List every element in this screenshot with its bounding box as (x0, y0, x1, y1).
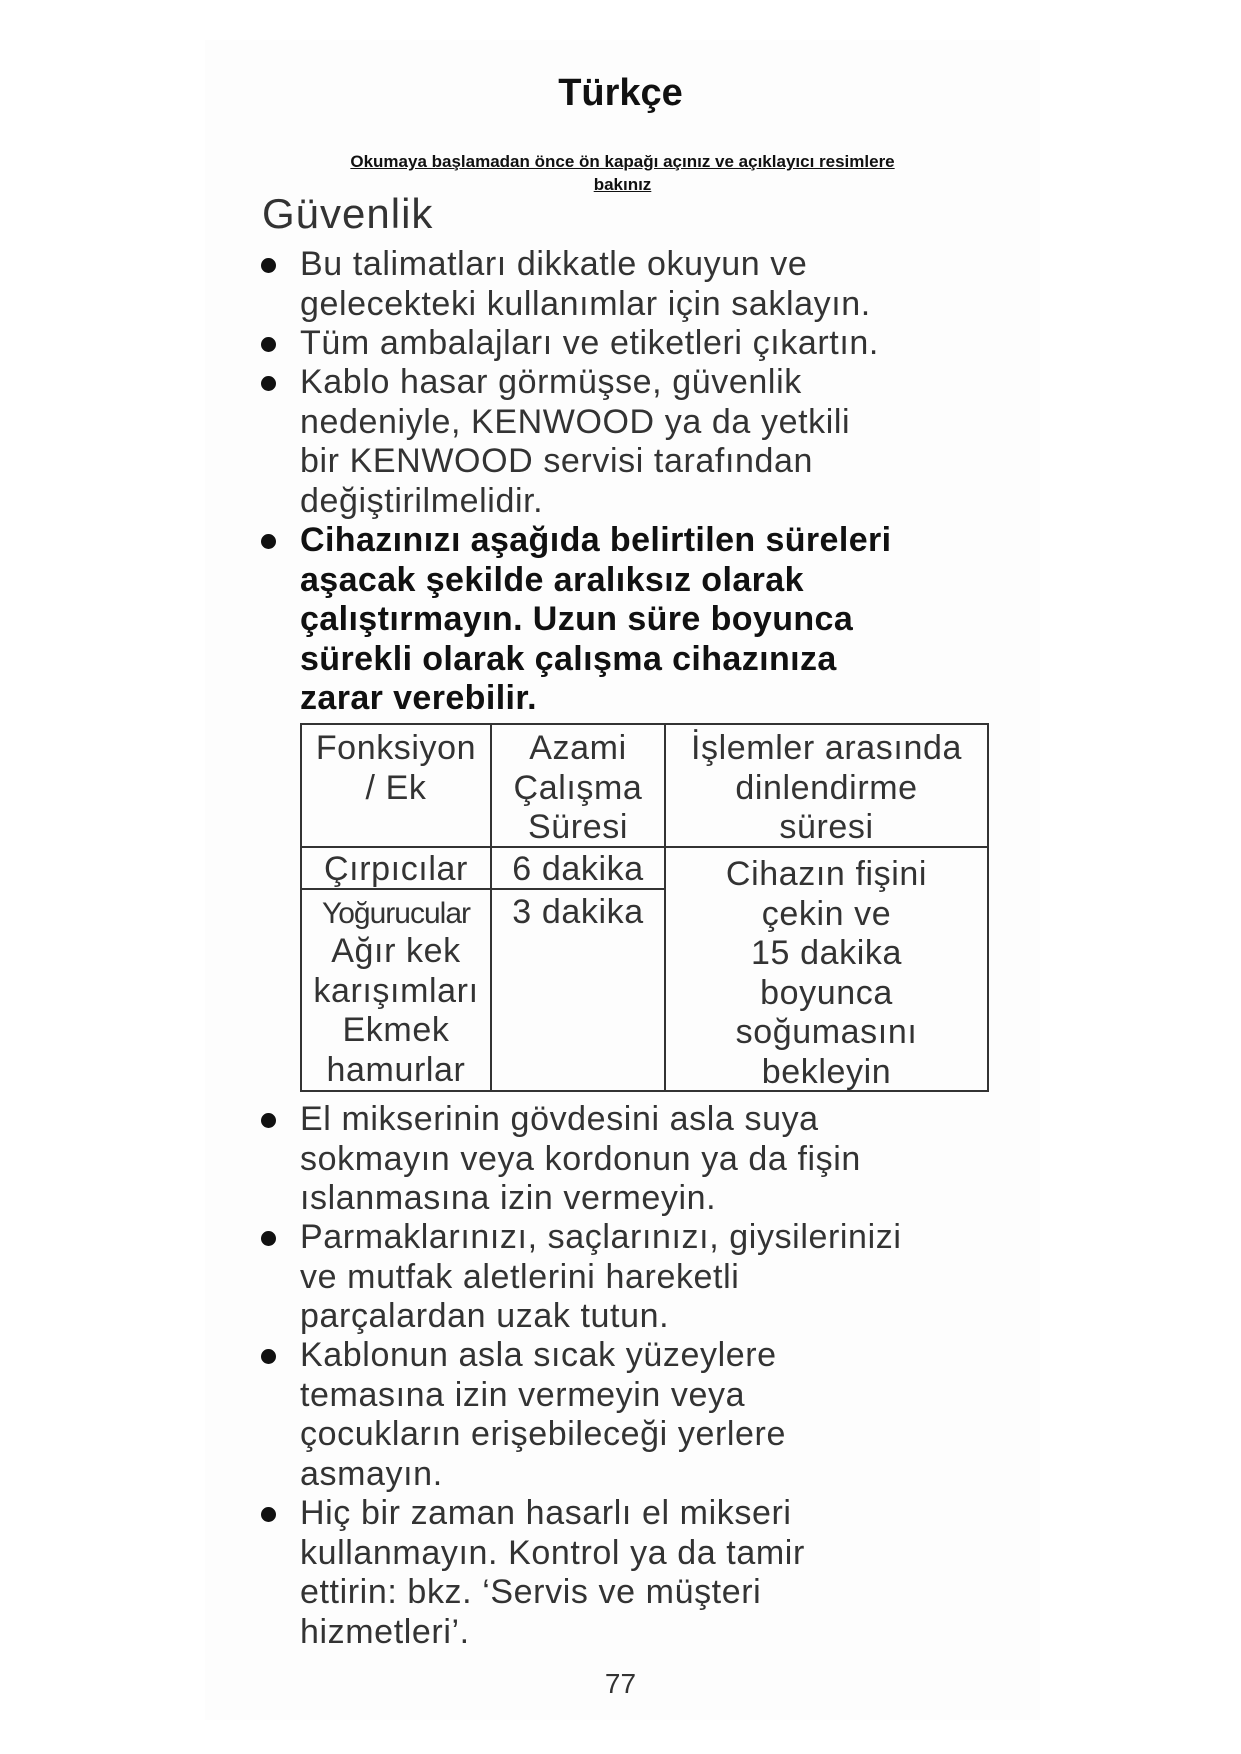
row-function: Ağır kek karışımları Ekmek hamurlar (313, 932, 479, 1089)
bullet-text: Parmaklarınızı, saçlarınızı, giysilerinizi ve mutfak aletlerini hareketli parçalardan uzak tutun. (300, 1218, 902, 1335)
header-rest-time: İşlemler arasında dinlendirme süresi (691, 729, 962, 846)
bullet-text: Tüm ambalajları ve etiketleri çıkartın. (300, 324, 879, 362)
header-max-time: Azami Çalışma Süresi (513, 729, 643, 846)
row-max-time: 3 dakika (512, 893, 644, 931)
row-function-title: Yoğurucular (321, 897, 470, 930)
language-title: Türkçe (558, 72, 683, 114)
row-max-time: 6 dakika (512, 850, 644, 888)
page-number: 77 (604, 1668, 637, 1699)
rest-time-cell: Cihazın fişini çekin ve 15 dakika boyunca soğumasını bekleyin (725, 855, 928, 1091)
bullet-dot (261, 1349, 276, 1364)
intro-note-line1: Okumaya başlamadan önce ön kapağı açınız ve açıklayıcı resimlere (350, 152, 895, 171)
bullet-dot (261, 534, 276, 549)
bullet-dot (261, 1113, 276, 1128)
section-title: Güvenlik (262, 190, 434, 237)
bullet-text: Kablo hasar görmüşse, güvenlik nedeniyle, KENWOOD ya da yetkili bir KENWOOD servisi tarafından değiştirilmelidir. (300, 363, 851, 520)
header-function: Fonksiyon / Ek (315, 729, 477, 807)
bullet-dot (261, 1231, 276, 1246)
operating-time-table (300, 723, 989, 1092)
bullet-dot (261, 258, 276, 273)
bullet-text: Kablonun asla sıcak yüzeylere temasına izin vermeyin veya çocukların erişebileceği yerlere asmayın. (300, 1336, 786, 1493)
bullet-text: Bu talimatları dikkatle okuyun ve gelecekteki kullanımlar için saklayın. (300, 245, 871, 323)
bullet-dot (261, 1507, 276, 1522)
bullet-text: Hiç bir zaman hasarlı el mikseri kullanmayın. Kontrol ya da tamir ettirin: bkz. ‘Servis ve müşteri hizmetleri’. (300, 1494, 805, 1651)
intro-note-line2: bakınız (593, 175, 652, 194)
row-function: Çırpıcılar (324, 850, 468, 888)
bullet-dot (261, 376, 276, 391)
bullet-text: Cihazınızı aşağıda belirtilen süreleri aşacak şekilde aralıksız olarak çalıştırmayın. Uzun süre boyunca sürekli olarak çalışma cihazınıza zarar verebilir. (300, 521, 892, 717)
bullet-dot (261, 337, 276, 352)
bullet-text: El mikserinin gövdesini asla suya sokmayın veya kordonun ya da fişin ıslanmasına izin vermeyin. (300, 1100, 861, 1217)
